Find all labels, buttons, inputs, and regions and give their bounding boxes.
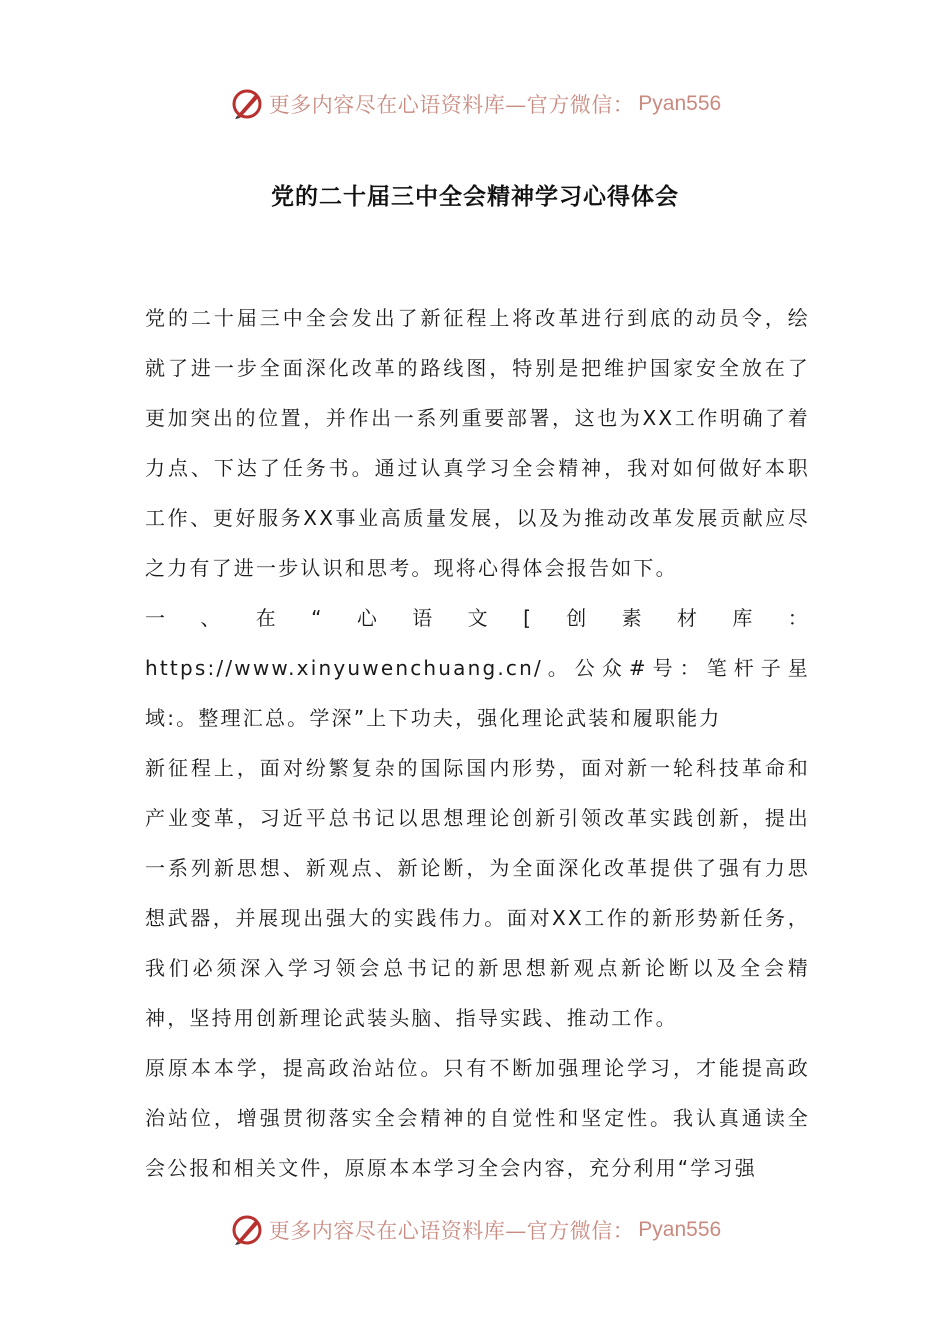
banner-text: 更多内容尽在心语资料库—官方微信： bbox=[268, 93, 635, 117]
wechat-id: Pyan556 bbox=[638, 92, 722, 115]
footer-banner bbox=[0, 1210, 950, 1250]
header-banner bbox=[0, 84, 950, 124]
paragraph-body: 原原本本学，提高政治站位。只有不断加强理论学习，才能提高政治站位，增强贯彻落实全会精神的自觉性和坚定性。我认真通读全会公报和相关文件，原原本本学习全会内容，充分利用“学习强 bbox=[145, 1056, 810, 1180]
banner-text: 更多内容尽在心语资料库—官方微信： bbox=[268, 1219, 635, 1243]
paragraph-intro: 党的二十届三中全会发出了新征程上将改革进行到底的动员令，绘就了进一步全面深化改革的路线图，特别是把维护国家安全放在了更加突出的位置，并作出一系列重要部署，这也为XX工作明确了着力点、下达了任务书。通过认真学习全会精神，我对如何做好本职工作、更好服务XX事业高质量发展，以及为推动改革发展贡献应尽之力有了进一步认识和思考。现将心得体会报告如下。 bbox=[145, 306, 810, 580]
paragraph-body: 新征程上，面对纷繁复杂的国际国内形势，面对新一轮科技革命和产业变革，习近平总书记以思想理论创新引领改革实践创新，提出一系列新思想、新观点、新论断，为全面深化改革提供了强有力思想武器，并展现出强大的实践伟力。面对XX工作的新形势新任务，我们必须深入学习领会总书记的新思想新观点新论断以及全会精神，坚持用创新理论武装头脑、指导实践、推动工作。 bbox=[145, 756, 810, 1030]
document-title: 党的二十届三中全会精神学习心得体会 bbox=[271, 184, 679, 210]
pen-logo-icon bbox=[229, 1212, 265, 1248]
pen-logo-icon bbox=[229, 86, 265, 122]
section-heading-1: 一、在“心语文[创素材库：https://www.xinyuwenchuang.cn/。公众#号：笔杆子星域:。整理汇总。学深”上下功夫，强化理论武装和履职能力 bbox=[145, 606, 810, 730]
wechat-id: Pyan556 bbox=[638, 1218, 722, 1241]
document-body bbox=[145, 293, 810, 1193]
